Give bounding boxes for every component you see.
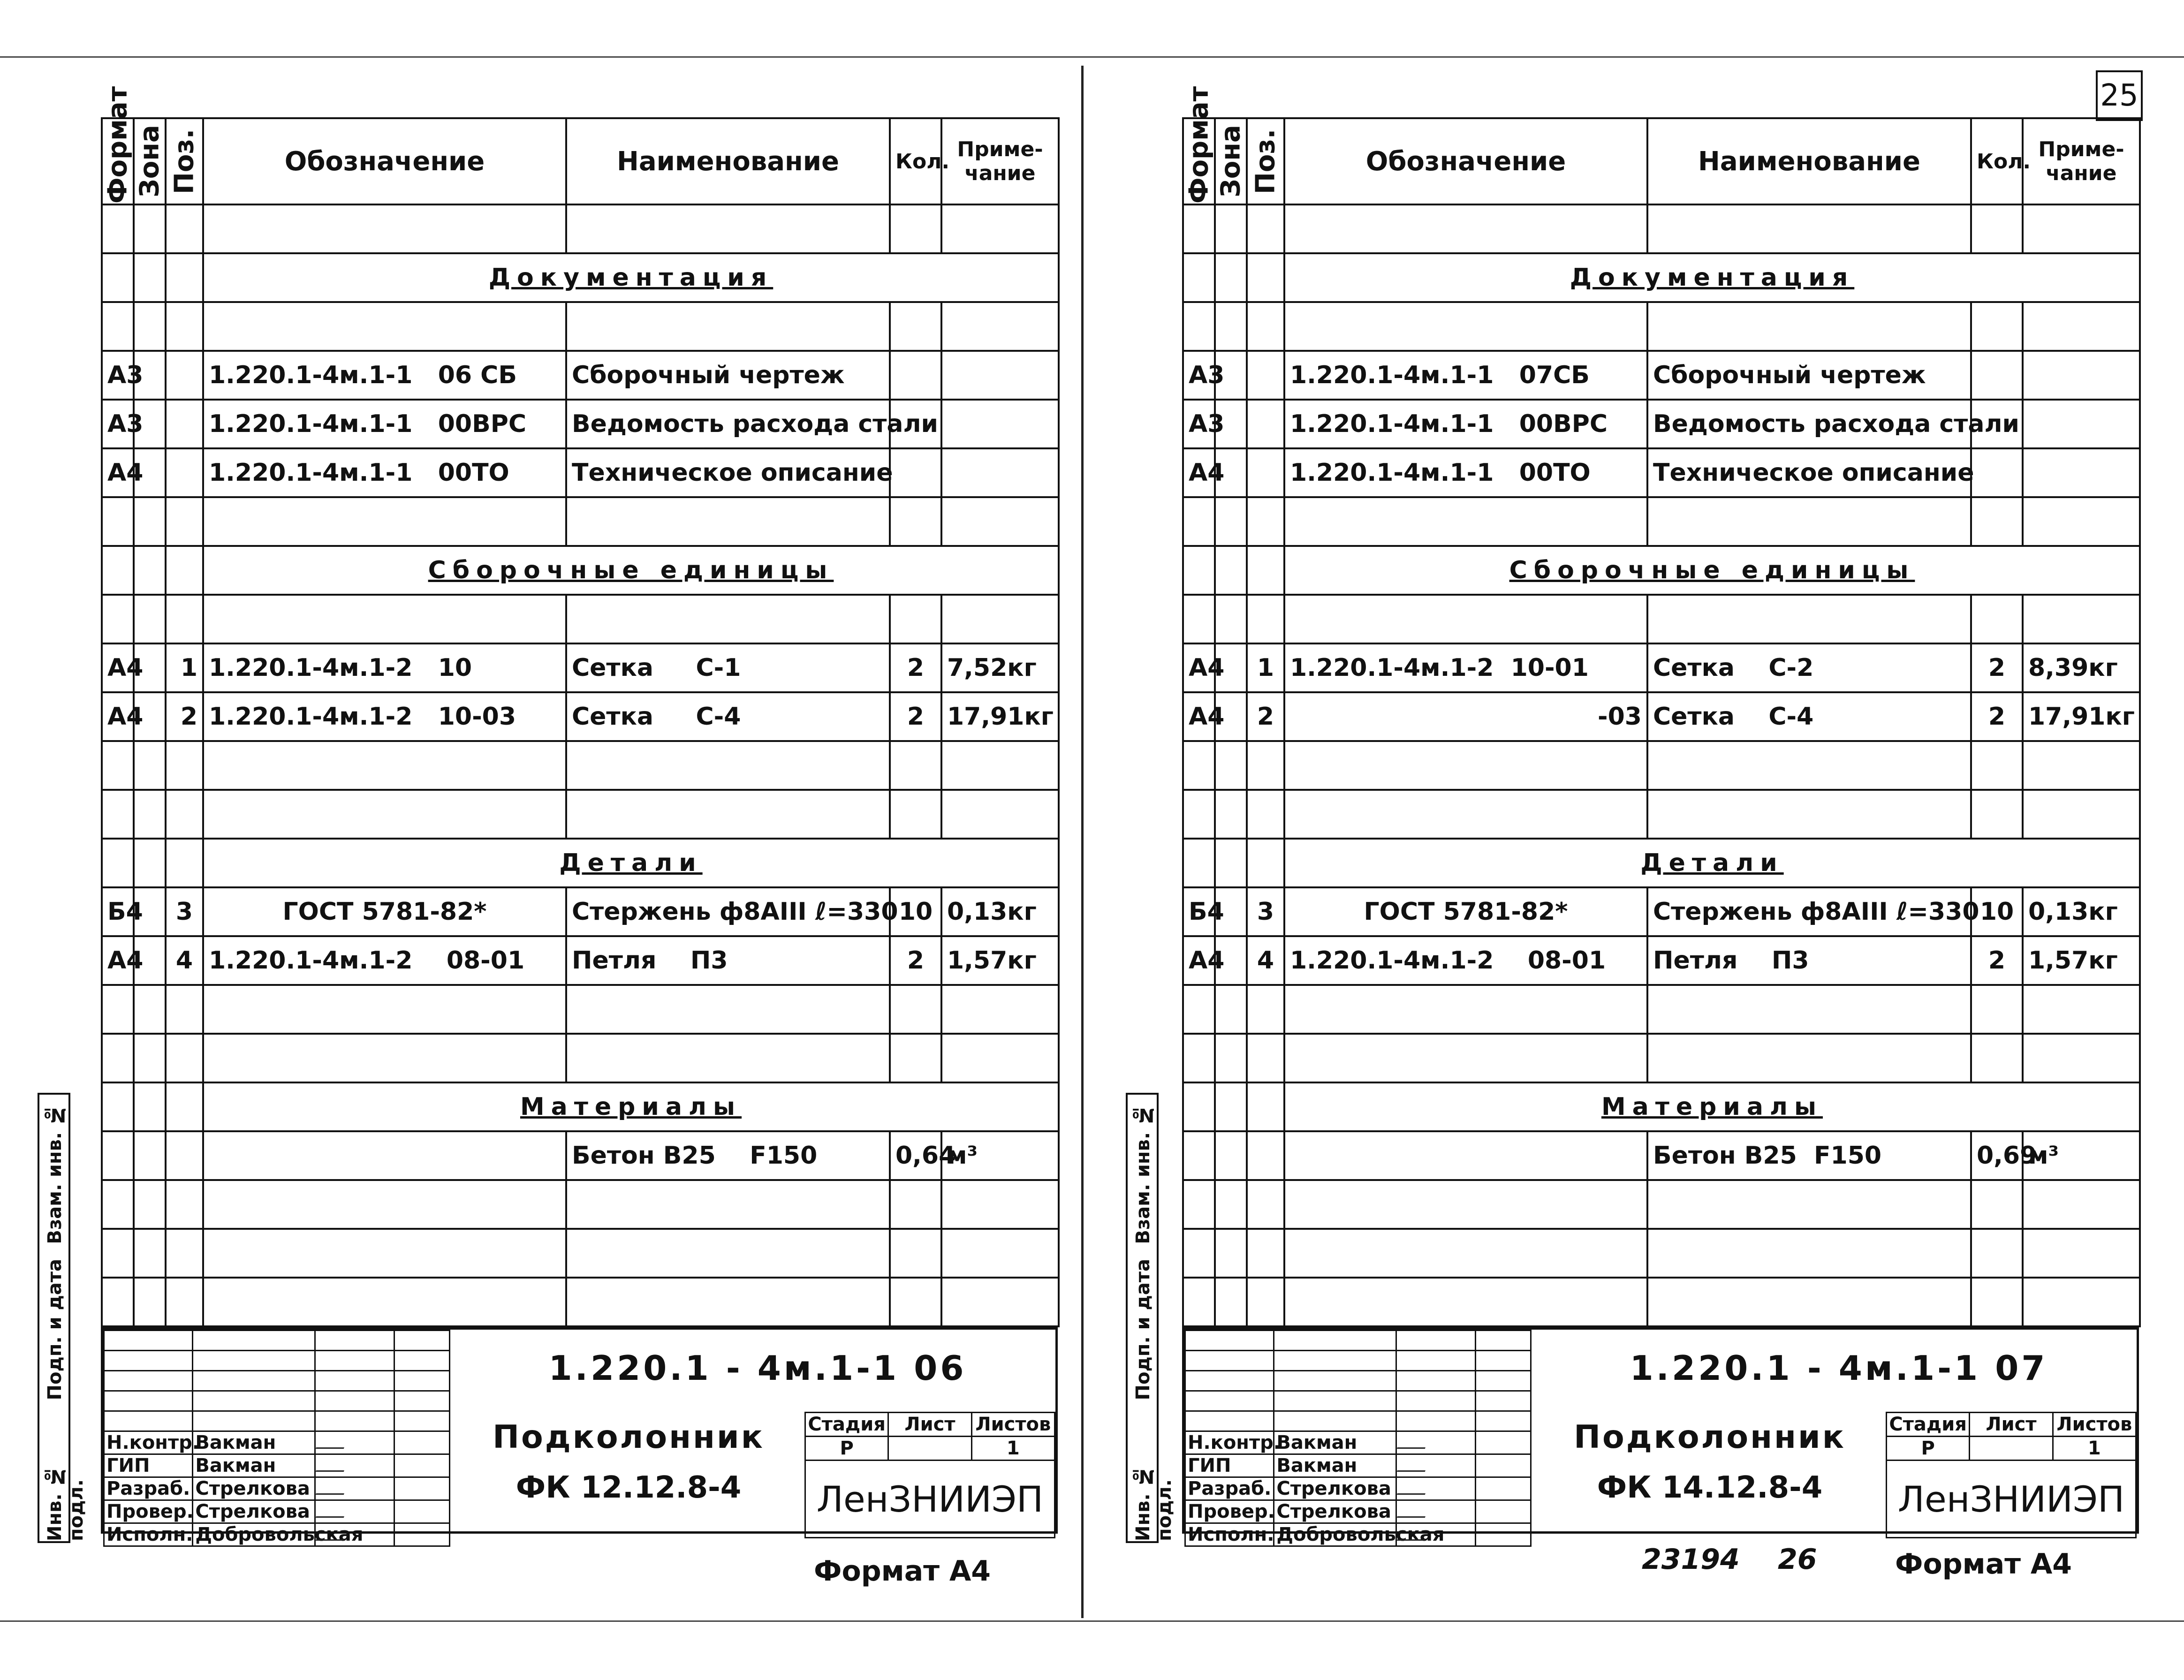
header-format: Формат	[1183, 86, 1214, 204]
document-subtitle: ФК 12.12.8-4	[516, 1470, 742, 1505]
side-label-inv: Инв. № подл.	[1132, 1465, 1175, 1541]
header-zone: Зона	[134, 118, 166, 204]
table-row: Б4 3 ГОСТ 5781-82* Стержень ф8АIII ℓ=330 10 0,13кг	[102, 887, 1059, 936]
table-row: Бетон В25 F150 0,69 м³	[1183, 1131, 2140, 1180]
section-materials: Материалы	[203, 1082, 1059, 1131]
organization: ЛенЗНИИЭП	[1887, 1461, 2136, 1538]
side-label-replace: Взам. инв. №	[1132, 1104, 1154, 1244]
section-units: Сборочные единицы	[1284, 546, 2140, 595]
left-sheet	[101, 86, 1058, 1588]
table-row: А4 4 1.220.1-4м.1-2 08-01 Петля П3 2 1,57кг	[102, 936, 1059, 985]
header-name: Наименование	[1647, 118, 1971, 204]
table-row: А3 1.220.1-4м.1-1 00ВРС Ведомость расхода стали	[1183, 400, 2140, 448]
table-row: А4 1.220.1-4м.1-1 00ТО Техническое описание	[1183, 448, 2140, 497]
header-name: Наименование	[566, 118, 890, 204]
bottom-border-line	[0, 1620, 2184, 1622]
section-parts: Детали	[203, 839, 1059, 887]
center-divider	[1081, 66, 1084, 1618]
document-title: Подколонник	[1574, 1419, 1846, 1456]
spec-table-left	[101, 86, 1060, 1327]
document-title: Подколонник	[493, 1419, 765, 1456]
top-border-line	[0, 56, 2184, 58]
header-pos: Поз.	[1247, 118, 1284, 204]
spec-table-right	[1182, 86, 2141, 1327]
right-sheet	[1182, 86, 2139, 1581]
table-row: А4 4 1.220.1-4м.1-2 08-01 Петля П3 2 1,57кг	[1183, 936, 2140, 985]
section-parts: Детали	[1284, 839, 2140, 887]
document-subtitle: ФК 14.12.8-4	[1597, 1470, 1823, 1505]
header-pos: Поз.	[166, 118, 203, 204]
side-label-sign: Подп. и дата	[44, 1259, 66, 1400]
section-docs: Документация	[203, 253, 1059, 302]
side-label-inv: Инв. № подл.	[44, 1465, 87, 1541]
header-designation: Обозначение	[203, 118, 566, 204]
side-label-sign: Подп. и дата	[1132, 1259, 1154, 1400]
table-row: А4 1.220.1-4м.1-1 00ТО Техническое описание	[102, 448, 1059, 497]
signature-grid: Н.контр. Вакман ГИП Вакман Разраб. Стрелкова Провер. Стрелкова Исполн. Добровольская	[1184, 1330, 1532, 1547]
table-row: А3 1.220.1-4м.1-1 06 СБ Сборочный чертеж	[102, 351, 1059, 400]
header-designation: Обозначение	[1284, 118, 1647, 204]
format-note: Формат А4	[1895, 1548, 2072, 1581]
bottom-number-2: 26	[1778, 1543, 1817, 1576]
stage-table: Стадия Лист Листов Р 1 ЛенЗНИИЭП	[1886, 1412, 2137, 1538]
table-row: А4 1 1.220.1-4м.1-2 10-01 Сетка С-2 2 8,39кг	[1183, 643, 2140, 692]
header-qty: Кол.	[890, 118, 941, 204]
table-row: Б4 3 ГОСТ 5781-82* Стержень ф8АIII ℓ=330 10 0,13кг	[1183, 887, 2140, 936]
left-side-strip	[38, 1093, 87, 1543]
header-format: Формат	[102, 86, 133, 204]
right-side-strip	[1126, 1093, 1175, 1543]
section-docs: Документация	[1284, 253, 2140, 302]
organization: ЛенЗНИИЭП	[805, 1461, 1055, 1538]
signature-grid: Н.контр. Вакман ГИП Вакман Разраб. Стрелкова Провер. Стрелкова Исполн. Добровольская	[103, 1330, 450, 1547]
header-qty: Кол.	[1971, 118, 2023, 204]
side-label-replace: Взам. инв. №	[44, 1104, 66, 1244]
table-row: А4 2 1.220.1-4м.1-2 10-03 Сетка С-4 2 17,91кг	[102, 692, 1059, 741]
page-number: 25	[2096, 70, 2143, 121]
title-block-right	[1182, 1327, 2139, 1545]
document-code: 1.220.1 - 4м.1-1 06	[548, 1348, 967, 1388]
header-note: Приме-чание	[941, 118, 1059, 204]
document-code: 1.220.1 - 4м.1-1 07	[1630, 1348, 2048, 1388]
table-row: А4 1 1.220.1-4м.1-2 10 Сетка С-1 2 7,52кг	[102, 643, 1059, 692]
bottom-number-1: 23194	[1642, 1543, 1740, 1576]
title-block-left	[101, 1327, 1058, 1545]
table-row: А4 2 -03 Сетка С-4 2 17,91кг	[1183, 692, 2140, 741]
section-materials: Материалы	[1284, 1082, 2140, 1131]
header-zone: Зона	[1215, 118, 1247, 204]
header-note: Приме-чание	[2023, 118, 2140, 204]
table-row: А3 1.220.1-4м.1-1 00ВРС Ведомость расхода стали	[102, 400, 1059, 448]
table-row: Бетон В25 F150 0,64 м³	[102, 1131, 1059, 1180]
stage-table: Стадия Лист Листов Р 1 ЛенЗНИИЭП	[804, 1412, 1055, 1538]
section-units: Сборочные единицы	[203, 546, 1059, 595]
format-note: Формат А4	[814, 1555, 991, 1588]
table-row: А3 1.220.1-4м.1-1 07СБ Сборочный чертеж	[1183, 351, 2140, 400]
